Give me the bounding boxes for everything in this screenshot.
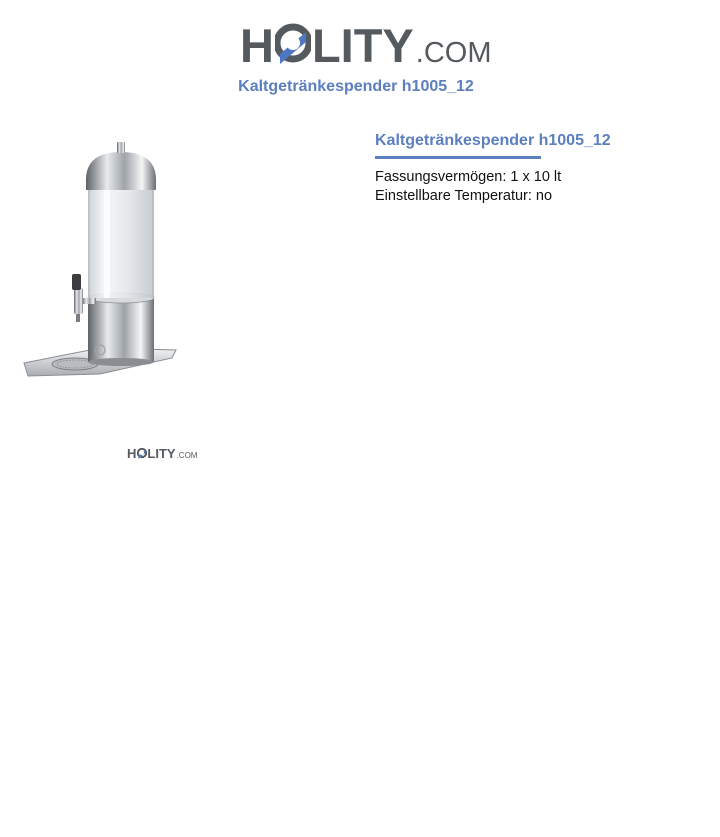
watermark-letters-lity: LITY xyxy=(147,446,176,461)
spec-adjustable-temperature: Einstellbare Temperatur: no xyxy=(375,188,553,204)
watermark-o-icon xyxy=(137,446,147,460)
watermark-logo xyxy=(127,444,197,463)
watermark-domain: .COM xyxy=(176,451,198,460)
watermark-letter-h: H xyxy=(127,446,137,461)
logo-o-icon xyxy=(275,18,311,68)
spec-capacity: Fassungsvermögen: 1 x 10 lt xyxy=(375,169,562,185)
logo-domain: .COM xyxy=(415,37,492,69)
holity-logo[interactable] xyxy=(240,12,492,72)
logo-letters-lity: LITY xyxy=(311,19,414,72)
product-image-drink-dispenser xyxy=(20,138,184,390)
logo-letter-h: H xyxy=(240,19,274,72)
product-specs xyxy=(375,168,561,206)
page-title: Kaltgetränkespender h1005_12 xyxy=(238,78,474,95)
product-heading: Kaltgetränkespender h1005_12 xyxy=(375,132,541,159)
